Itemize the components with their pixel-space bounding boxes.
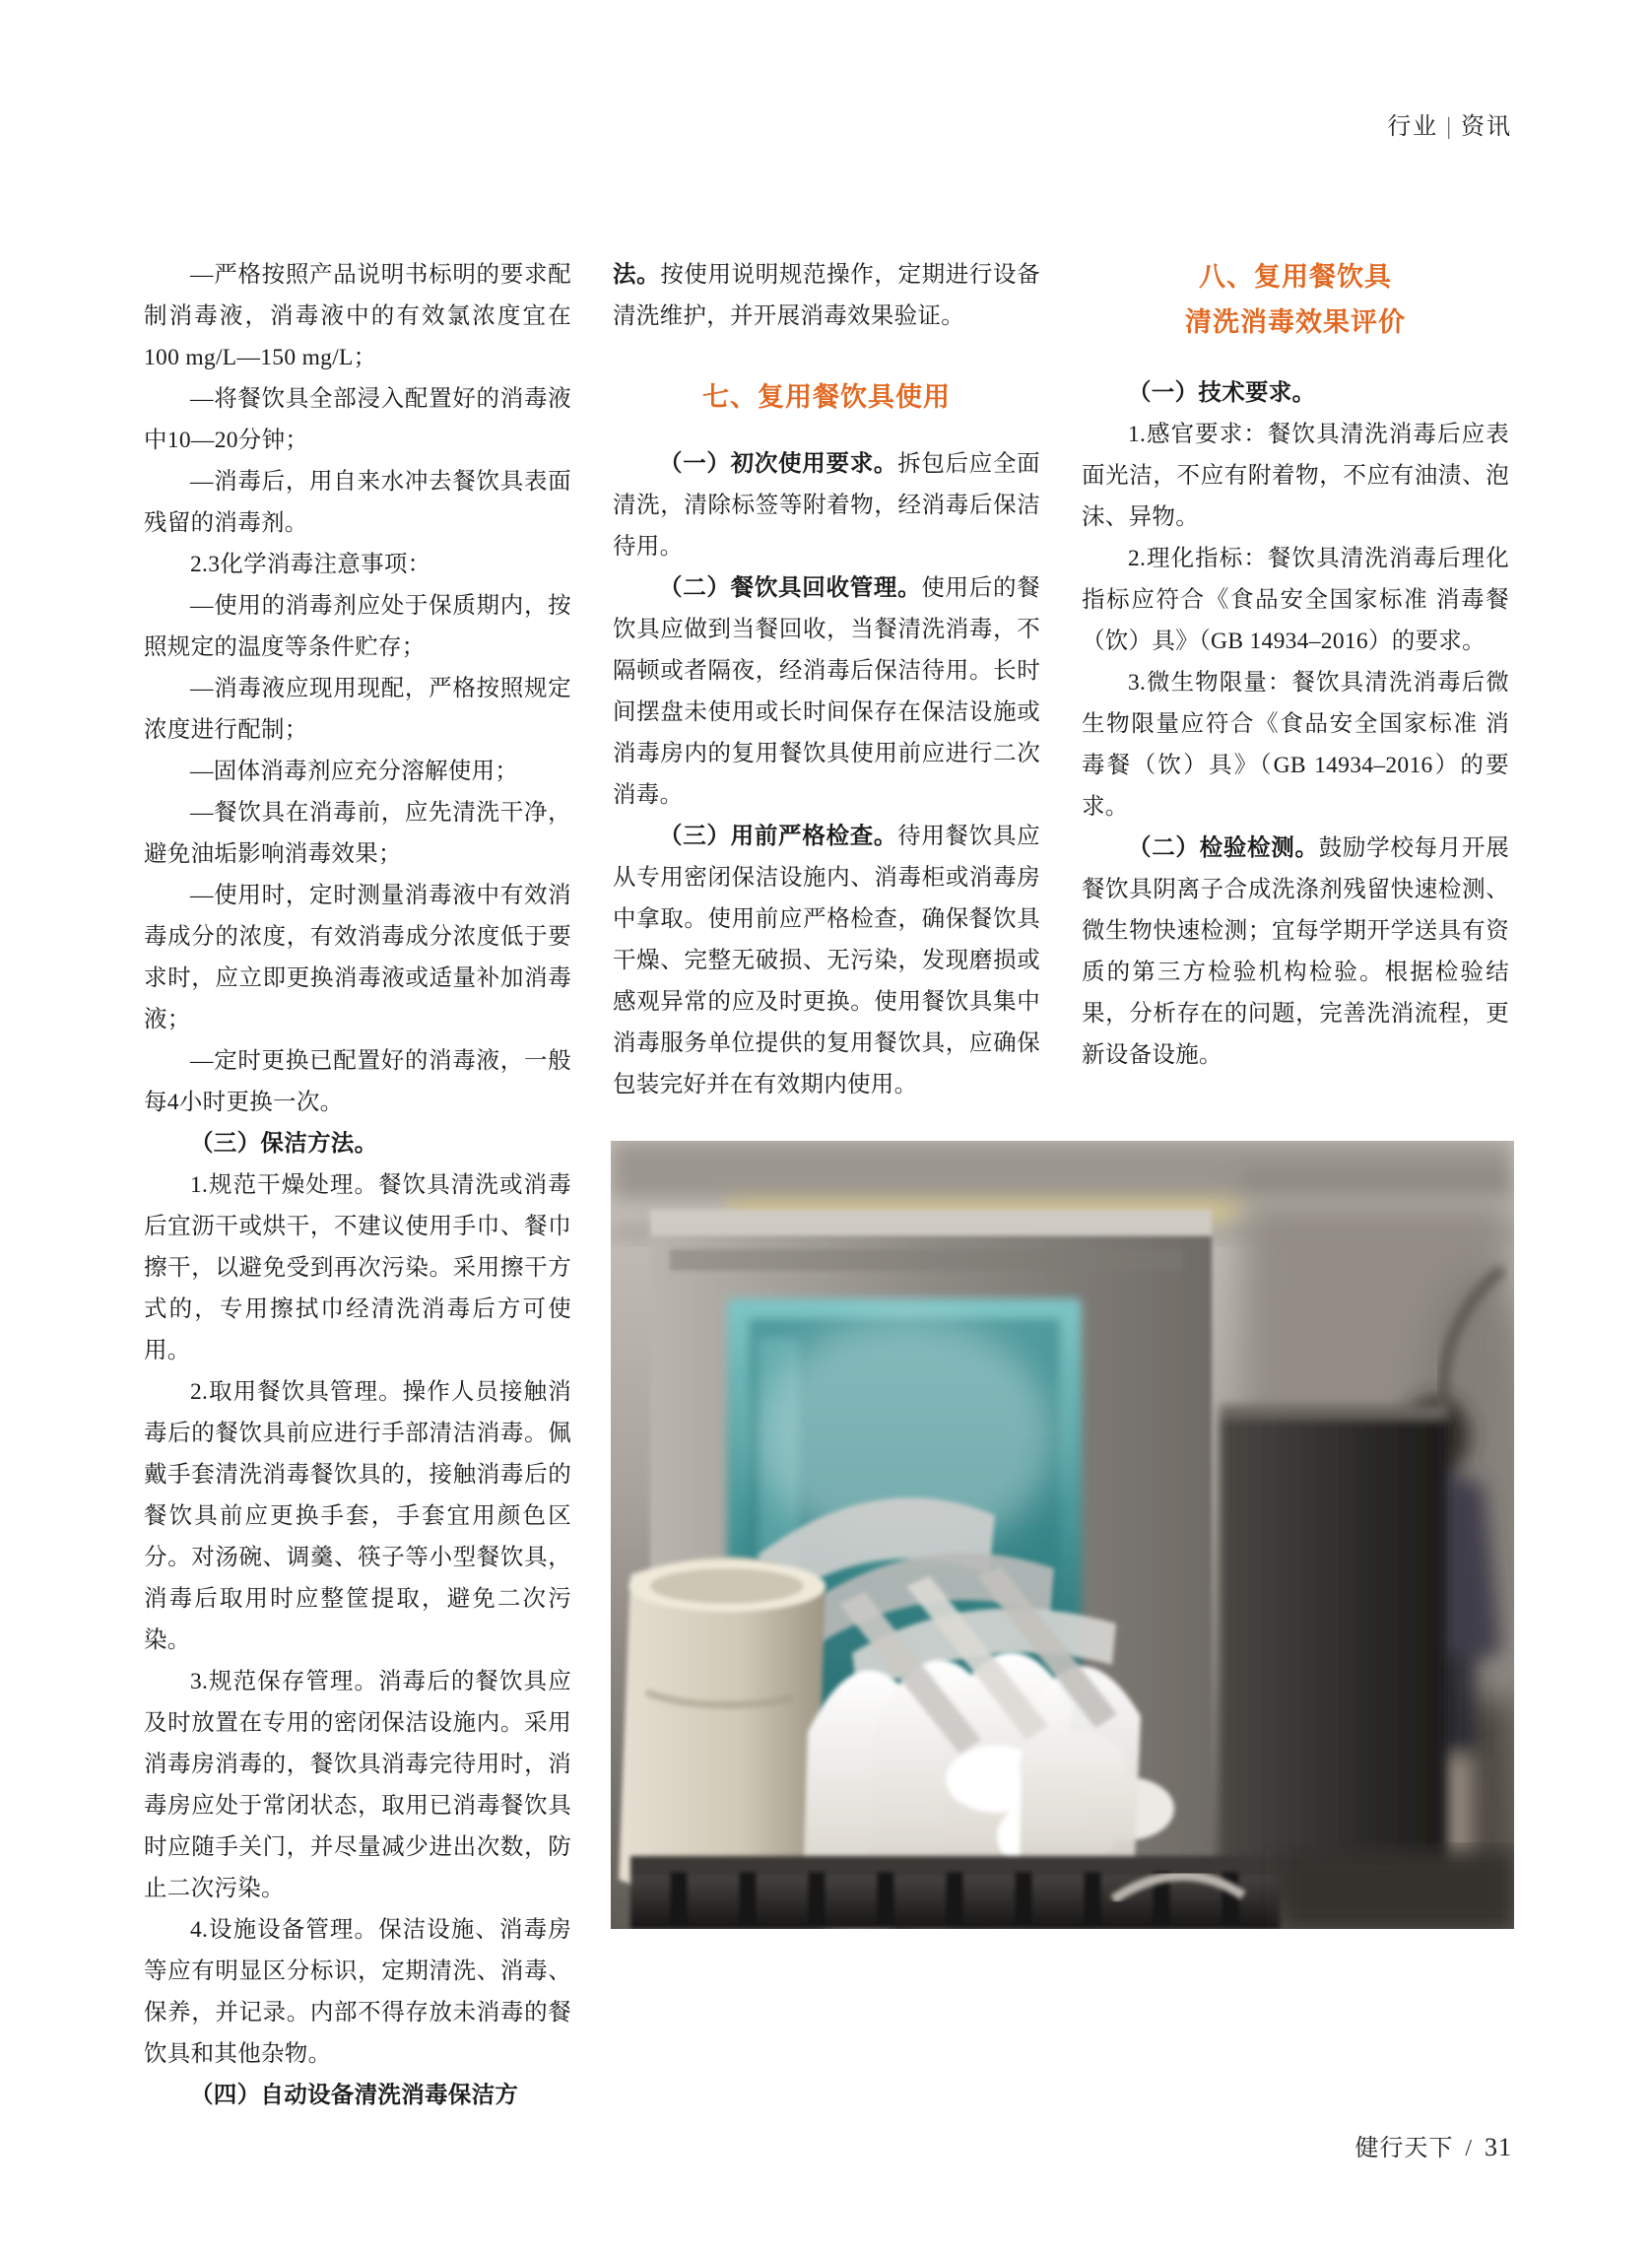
- item-head: （三）用前严格检查。: [659, 824, 898, 849]
- page-number: 31: [1485, 2133, 1512, 2161]
- subheading: （一）技术要求。: [1128, 380, 1316, 406]
- list-item: 3.微生物限量：餐饮具清洗消毒后微生物限量应符合《食品安全国家标准 消毒餐（饮）具》（GB 14934–2016）的要求。: [1082, 670, 1509, 820]
- list-item: [1082, 828, 1509, 1076]
- item-text: 拆包后应全面清洗，清除标签等附着物，经消毒后保洁待用。: [613, 451, 1040, 560]
- list-item: 2.理化指标：餐饮具清洗消毒后理化指标应符合《食品安全国家标准 消毒餐（饮）具》（GB 14934–2016）的要求。: [1082, 546, 1509, 654]
- paragraph: —餐饮具在消毒前，应先清洗干净，避免油垢影响消毒效果；: [144, 800, 571, 867]
- section-title-8: [1082, 254, 1509, 345]
- list-item: 3.规范保存管理。消毒后的餐饮具应及时放置在专用的密闭保洁设施内。采用消毒房消毒的，餐饮具消毒完待用时，消毒房应处于常闭状态，取用已消毒餐饮具时应随手关门，并尽量减少进出次数，防止二次污染。: [144, 1669, 571, 1901]
- item-head: （二）餐饮具回收管理。: [659, 575, 922, 601]
- continuation-bold: 法。: [613, 262, 661, 288]
- footer-magazine: 健行天下: [1355, 2136, 1454, 2161]
- item-text: 待用餐饮具应从专用密闭保洁设施内、消毒柜或消毒房中拿取。使用前应严格检查，确保餐饮具干燥、完整无破损、无污染，发现磨损或感观异常的应及时更换。使用餐饮具集中消毒服务单位提供的复用餐饮具，应确保包装完好并在有效期内使用。: [613, 824, 1040, 1097]
- list-item: [613, 443, 1040, 567]
- paragraph: —消毒后，用自来水冲去餐饮具表面残留的消毒剂。: [144, 469, 571, 536]
- section-title-8-line1: 八、复用餐饮具: [1199, 262, 1392, 292]
- dishwashing-station-photo: [611, 1141, 1514, 1929]
- page-header: [1387, 106, 1512, 141]
- continuation-text: 按使用说明规范操作，定期进行设备清洗维护，并开展消毒效果验证。: [613, 262, 1040, 329]
- footer-slash: /: [1465, 2136, 1473, 2161]
- item-text: 鼓励学校每月开展餐饮具阴离子合成洗涤剂残留快速检测、微生物快速检测；宜每学期开学送具有资质的第三方检验机构检验。根据检验结果，分析存在的问题，完善洗消流程，更新设备设施。: [1082, 835, 1509, 1068]
- paragraph: —将餐饮具全部浸入配置好的消毒液中10—20分钟；: [144, 386, 571, 453]
- header-category: 行业: [1387, 114, 1439, 140]
- list-item: [613, 816, 1040, 1105]
- subheading: （四）自动设备清洗消毒保洁方: [190, 2083, 519, 2108]
- paragraph: —严格按照产品说明书标明的要求配制消毒液，消毒液中的有效氯浓度宜在100 mg/L—150 mg/L；: [144, 262, 571, 370]
- paragraph-continuation: [613, 254, 1040, 337]
- column-1: [144, 254, 571, 2116]
- paragraph: 2.3化学消毒注意事项：: [190, 552, 431, 577]
- section-title-8-line2: 清洗消毒效果评价: [1185, 307, 1406, 337]
- item-head: （二）检验检测。: [1128, 835, 1319, 861]
- paragraph: —使用的消毒剂应处于保质期内，按照规定的温度等条件贮存；: [144, 593, 571, 660]
- item-text: 使用后的餐饮具应做到当餐回收，当餐清洗消毒，不隔顿或者隔夜，经消毒后保洁待用。长时间摆盘未使用或长时间保存在保洁设施或消毒房内的复用餐饮具使用前应进行二次消毒。: [613, 575, 1040, 808]
- paragraph: —定时更换已配置好的消毒液，一般每4小时更换一次。: [144, 1048, 571, 1115]
- list-item: 4.设施设备管理。保洁设施、消毒房等应有明显区分标识，定期清洗、消毒、保养，并记录。内部不得存放未消毒的餐饮具和其他杂物。: [144, 1917, 571, 2067]
- paragraph: —固体消毒剂应充分溶解使用；: [190, 759, 519, 784]
- list-item: 1.感官要求：餐饮具清洗消毒后应表面光洁，不应有附着物，不应有油渍、泡沫、异物。: [1082, 422, 1509, 530]
- header-subcategory: 资讯: [1461, 114, 1512, 140]
- photo-illustration: [611, 1141, 1514, 1929]
- list-item: 2.取用餐饮具管理。操作人员接触消毒后的餐饮具前应进行手部清洁消毒。佩戴手套清洗消毒餐饮具的，接触消毒后的餐饮具前应更换手套，手套宜用颜色区分。对汤碗、调羹、筷子等小型餐饮具，消毒后取用时应整筐提取，避免二次污染。: [144, 1379, 571, 1653]
- section-title-7: 七、复用餐饮具使用: [702, 382, 951, 412]
- page-footer: [1355, 2128, 1512, 2162]
- paragraph: —使用时，定时测量消毒液中有效消毒成分的浓度，有效消毒成分浓度低于要求时，应立即更换消毒液或适量补加消毒液；: [144, 883, 571, 1032]
- subheading: （三）保洁方法。: [190, 1131, 378, 1157]
- header-separator: |: [1446, 114, 1453, 140]
- item-head: （一）初次使用要求。: [659, 451, 898, 477]
- paragraph: —消毒液应现用现配，严格按照规定浓度进行配制；: [144, 676, 571, 743]
- list-item: [613, 567, 1040, 816]
- list-item: 1.规范干燥处理。餐饮具清洗或消毒后宜沥干或烘干，不建议使用手巾、餐巾擦干，以避免受到再次污染。采用擦干方式的，专用擦拭巾经清洗消毒后方可使用。: [144, 1172, 571, 1363]
